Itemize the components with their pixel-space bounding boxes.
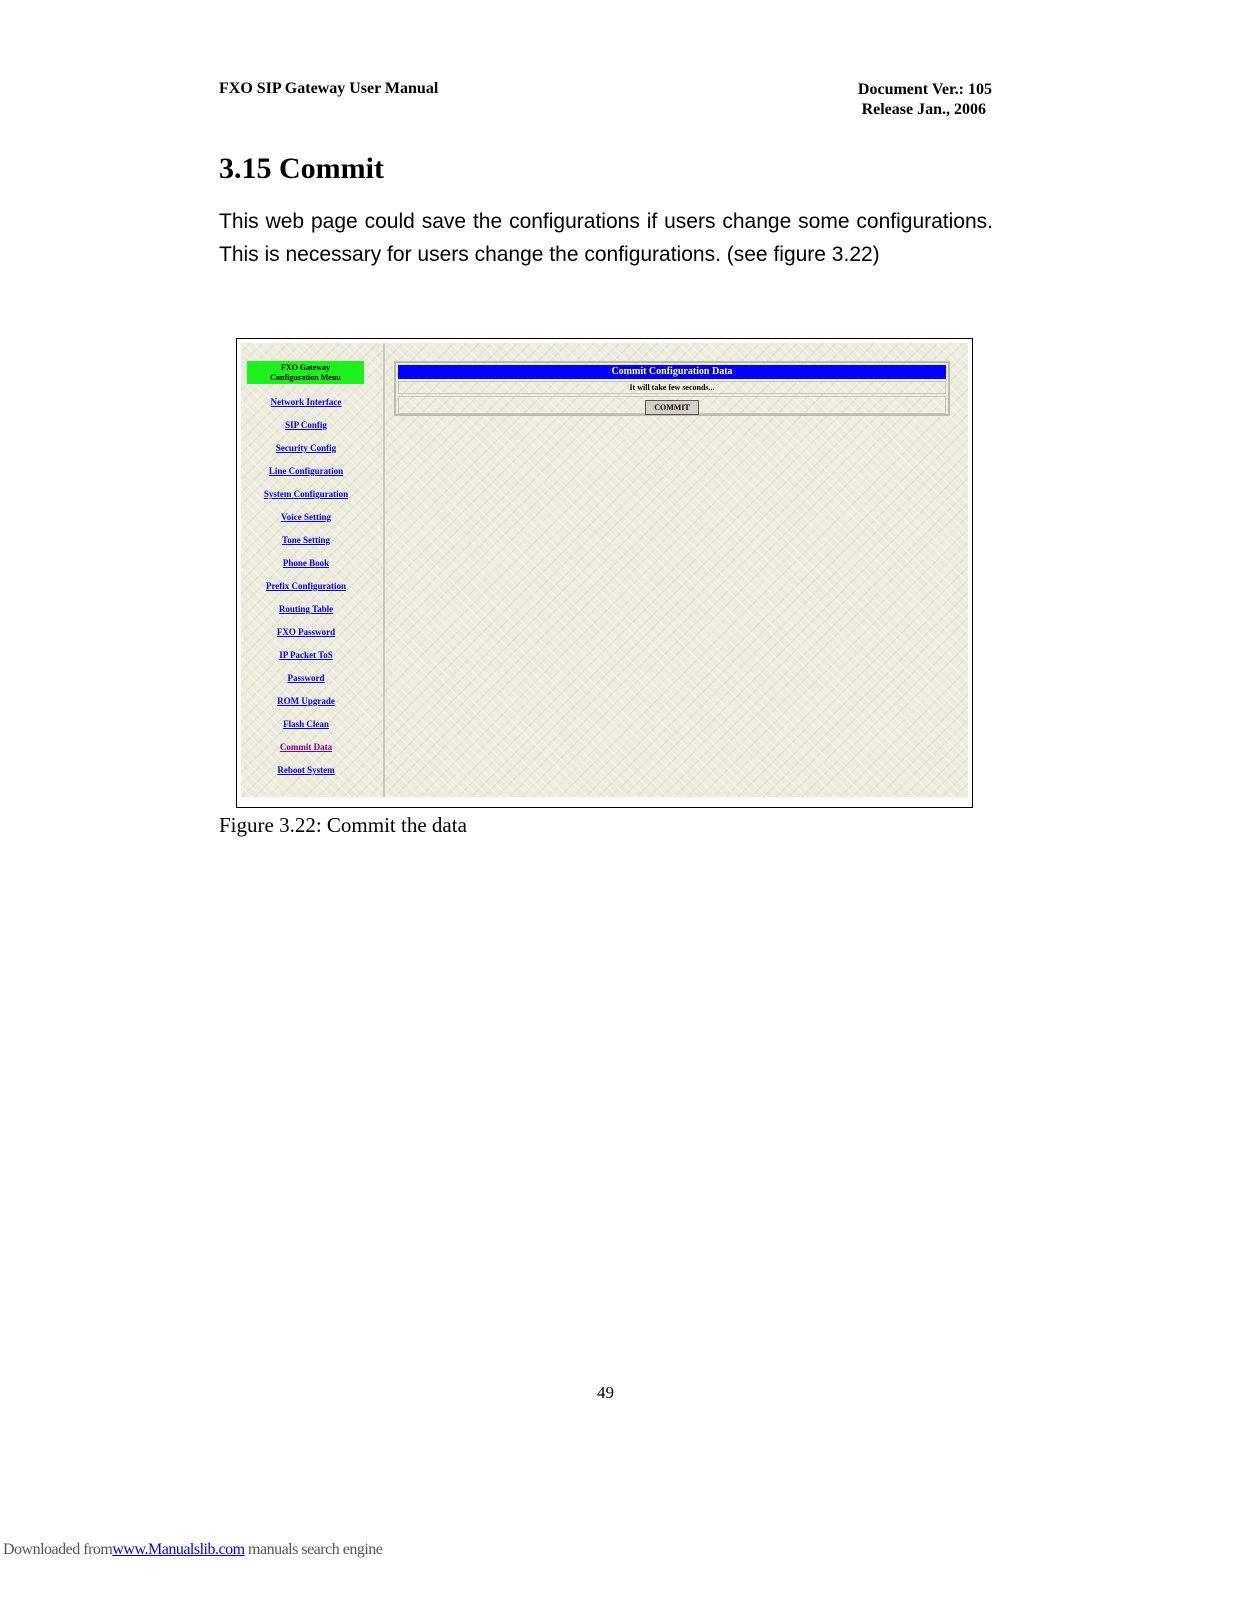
menu-link-phone-book[interactable]: Phone Book — [282, 558, 330, 568]
menu-link-routing-table[interactable]: Routing Table — [278, 604, 334, 614]
menu-title-line1: FXO Gateway — [280, 362, 331, 372]
menu-link-tone-setting[interactable]: Tone Setting — [282, 535, 330, 545]
menu-link-voice-setting[interactable]: Voice Setting — [281, 512, 331, 522]
menu-link-line-configuration[interactable]: Line Configuration — [268, 466, 344, 476]
menu-link-rom-upgrade[interactable]: ROM Upgrade — [277, 696, 335, 706]
section-title: 3.15 Commit — [219, 152, 384, 185]
manual-title: FXO SIP Gateway User Manual — [219, 80, 439, 97]
menu-item — [241, 622, 371, 645]
commit-button[interactable]: COMMIT — [645, 400, 699, 415]
panel-message: It will take few seconds... — [398, 381, 946, 394]
menu-link-fxo-password[interactable]: FXO Password — [276, 627, 336, 637]
menu-title-line2: Configuration Menu — [270, 372, 341, 382]
document-version: Document Ver.: 105 — [857, 81, 992, 98]
menu-title — [247, 361, 364, 384]
menu-item — [241, 507, 371, 530]
menu-link-reboot-system[interactable]: Reboot System — [277, 765, 335, 775]
footer-suffix: manuals search engine — [248, 1541, 383, 1558]
menu-item — [241, 576, 371, 599]
menu-link-security-config[interactable]: Security Config — [275, 443, 337, 453]
menu-item — [241, 737, 371, 760]
menu-item — [241, 691, 371, 714]
section-paragraph: This web page could save the configurations if users change some configurations. This is necessary for users change the configurations. (see figure 3.22) — [219, 210, 993, 266]
menu-item — [241, 645, 371, 668]
menu-item — [241, 415, 371, 438]
menu-list — [241, 392, 371, 783]
menu-link-sip-config[interactable]: SIP Config — [285, 420, 327, 430]
menu-link-commit-data[interactable]: Commit Data — [279, 742, 333, 752]
menu-item — [241, 461, 371, 484]
menu-link-prefix-configuration[interactable]: Prefix Configuration — [265, 581, 347, 591]
figure-caption: Figure 3.22: Commit the data — [219, 813, 467, 837]
menu-link-password[interactable]: Password — [287, 673, 325, 683]
release-date: Release Jan., 2006 — [861, 101, 986, 118]
menu-item — [241, 530, 371, 553]
menu-link-ip-packet-tos[interactable]: IP Packet ToS — [279, 650, 333, 660]
menu-item — [241, 484, 371, 507]
menu-item — [241, 714, 371, 737]
menu-link-flash-clean[interactable]: Flash Clean — [283, 719, 329, 729]
menu-item — [241, 438, 371, 461]
menu-item — [241, 760, 371, 783]
manualslib-link[interactable]: www.Manualslib.com — [112, 1541, 245, 1558]
menu-item — [241, 553, 371, 576]
footer-prefix: Downloaded from — [3, 1541, 113, 1558]
menu-item — [241, 599, 371, 622]
web-ui-screen — [241, 343, 968, 797]
document-version-block — [820, 80, 992, 120]
page-number: 49 — [597, 1383, 614, 1402]
menu-link-system-configuration[interactable]: System Configuration — [263, 489, 349, 499]
figure-screenshot — [236, 338, 973, 808]
panel-title: Commit Configuration Data — [398, 365, 946, 379]
menu-link-network-interface[interactable]: Network Interface — [270, 397, 342, 407]
button-row — [398, 396, 946, 414]
menu-item — [241, 668, 371, 691]
commit-panel — [394, 361, 950, 416]
config-menu — [241, 343, 385, 797]
download-footer — [3, 1541, 382, 1559]
menu-item — [241, 392, 371, 415]
